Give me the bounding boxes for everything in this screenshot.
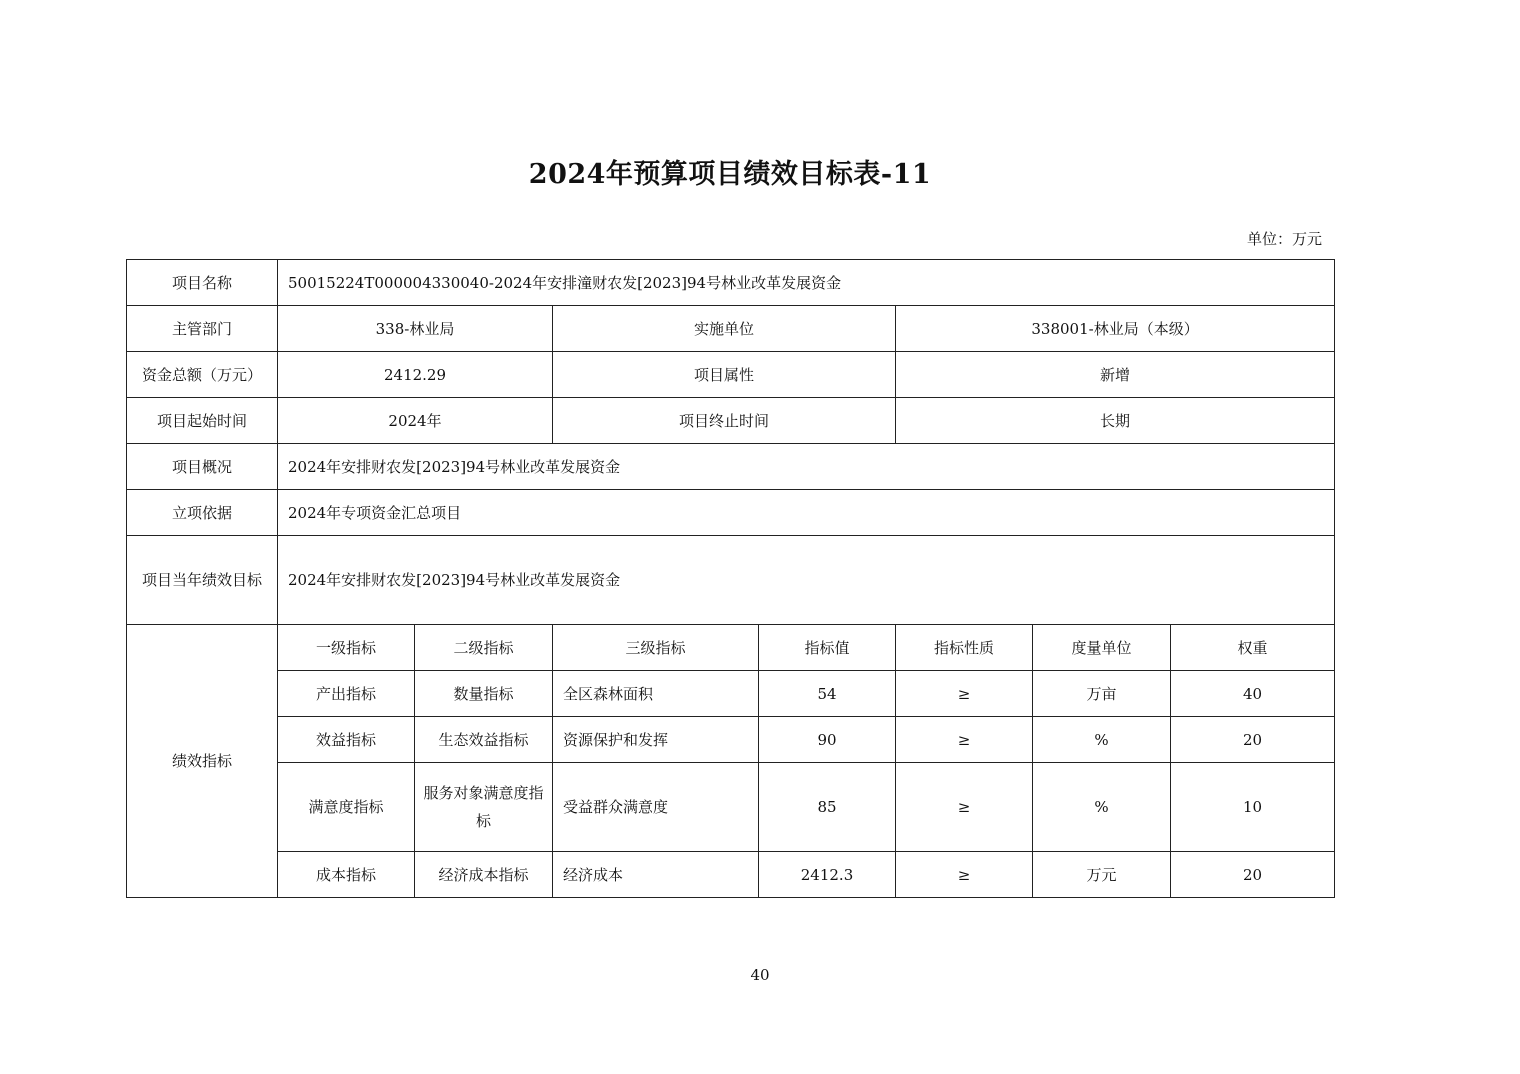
fund-value: 2412.29 [278,352,553,398]
basis-value: 2024年专项资金汇总项目 [278,490,1335,536]
level2-cell: 服务对象满意度指标 [415,763,553,852]
level3-cell: 受益群众满意度 [553,763,759,852]
indicator-row [127,671,1335,717]
page-number: 40 [750,966,770,984]
level1-cell: 成本指标 [278,852,415,898]
level3-cell: 全区森林面积 [553,671,759,717]
start-label: 项目起始时间 [127,398,278,444]
project-name-label: 项目名称 [127,260,278,306]
level2-cell: 经济成本指标 [415,852,553,898]
impl-value: 338001-林业局（本级） [896,306,1335,352]
level1-cell: 效益指标 [278,717,415,763]
unit-cell: 万亩 [1033,671,1171,717]
row-dept [127,306,1335,352]
unit-cell: 万元 [1033,852,1171,898]
basis-label: 立项依据 [127,490,278,536]
level2-cell: 生态效益指标 [415,717,553,763]
header-nature: 指标性质 [896,625,1033,671]
end-value: 长期 [896,398,1335,444]
performance-table [126,259,1335,898]
indicator-header-row [127,625,1335,671]
row-basis [127,490,1335,536]
row-time [127,398,1335,444]
nature-cell: ≥ [896,852,1033,898]
weight-cell: 20 [1171,717,1335,763]
indicator-row [127,763,1335,852]
row-overview [127,444,1335,490]
header-level1: 一级指标 [278,625,415,671]
impl-label: 实施单位 [553,306,896,352]
header-unit: 度量单位 [1033,625,1171,671]
weight-cell: 10 [1171,763,1335,852]
value-cell: 54 [759,671,896,717]
unit-cell: % [1033,763,1171,852]
project-name-value: 50015224T000004330040-2024年安排潼财农发[2023]94号林业改革发展资金 [278,260,1335,306]
row-goal [127,536,1335,625]
overview-value: 2024年安排财农发[2023]94号林业改革发展资金 [278,444,1335,490]
value-cell: 85 [759,763,896,852]
weight-cell: 20 [1171,852,1335,898]
header-weight: 权重 [1171,625,1335,671]
level3-cell: 经济成本 [553,852,759,898]
header-value: 指标值 [759,625,896,671]
level2-cell: 数量指标 [415,671,553,717]
level3-cell: 资源保护和发挥 [553,717,759,763]
goal-label: 项目当年绩效目标 [127,536,278,625]
level1-cell: 产出指标 [278,671,415,717]
indicator-row [127,852,1335,898]
header-level3: 三级指标 [553,625,759,671]
row-project-name [127,260,1335,306]
level1-cell: 满意度指标 [278,763,415,852]
nature-cell: ≥ [896,717,1033,763]
dept-label: 主管部门 [127,306,278,352]
nature-cell: ≥ [896,763,1033,852]
overview-label: 项目概况 [127,444,278,490]
header-level2: 二级指标 [415,625,553,671]
unit-cell: % [1033,717,1171,763]
dept-value: 338-林业局 [278,306,553,352]
goal-value: 2024年安排财农发[2023]94号林业改革发展资金 [278,536,1335,625]
nature-cell: ≥ [896,671,1033,717]
indicators-section-label: 绩效指标 [127,625,278,898]
fund-label: 资金总额（万元） [127,352,278,398]
weight-cell: 40 [1171,671,1335,717]
attr-label: 项目属性 [553,352,896,398]
unit-label: 单位：万元 [1246,230,1322,248]
value-cell: 90 [759,717,896,763]
page-title: 2024年预算项目绩效目标表-11 [528,159,932,190]
row-fund [127,352,1335,398]
value-cell: 2412.3 [759,852,896,898]
indicator-row [127,717,1335,763]
end-label: 项目终止时间 [553,398,896,444]
start-value: 2024年 [278,398,553,444]
attr-value: 新增 [896,352,1335,398]
